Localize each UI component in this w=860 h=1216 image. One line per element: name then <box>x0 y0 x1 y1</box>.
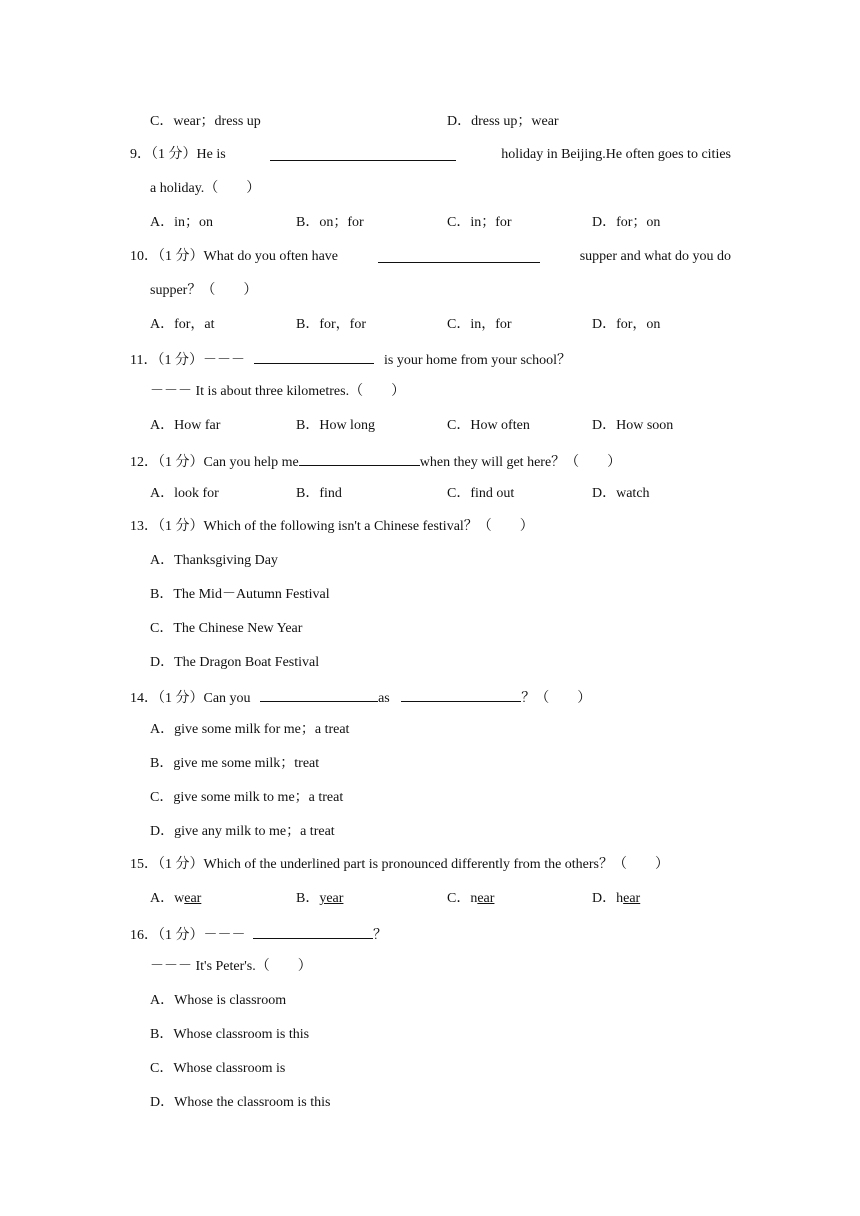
q12-option-b: B．find <box>296 486 342 501</box>
q14-blank-1 <box>260 687 378 702</box>
q15-option-d <box>592 890 640 908</box>
q11-blank <box>254 349 374 364</box>
q15-option-b-underlined: year <box>319 891 344 906</box>
q10-stem-line2: supper？（ ） <box>150 283 258 298</box>
q16-stem-part1: 16．（1 分）－－－ <box>130 928 246 943</box>
q15-option-d-prefix: D．h <box>592 891 624 906</box>
q15-option-d-underlined: ear <box>623 891 641 906</box>
q10-option-d: D．for，on <box>592 317 661 332</box>
q8-option-c: C．wear；dress up <box>150 114 261 129</box>
q12-stem-part1: 12．（1 分）Can you help me <box>130 455 299 470</box>
q15-option-c-underlined: ear <box>477 891 495 906</box>
q10-option-c: C．in，for <box>447 317 512 332</box>
q14-option-a: A．give some milk for me；a treat <box>150 722 350 737</box>
q10-stem-part1: 10．（1 分）What do you often have <box>130 249 339 264</box>
q8-option-d: D．dress up；wear <box>447 114 559 129</box>
q9-option-a: A．in；on <box>150 215 213 230</box>
q10-option-b: B．for，for <box>296 317 366 332</box>
q12-option-d: D．watch <box>592 486 650 501</box>
q11-option-c: C．How often <box>447 418 530 433</box>
q14-stem-part3: ？（ ） <box>521 691 592 706</box>
q13-option-a: A．Thanksgiving Day <box>150 553 278 568</box>
q11-stem-line1 <box>130 349 571 370</box>
q15-option-a <box>150 890 201 908</box>
q12-blank <box>299 451 420 466</box>
q15-option-a-prefix: A．w <box>150 891 185 906</box>
q12-stem-part2: when they will get here？（ ） <box>419 455 622 470</box>
q10-stem-part2: supper and what do you do <box>579 249 731 264</box>
q11-stem-part1: 11．（1 分）－－－ <box>130 353 245 368</box>
q9-option-c: C．in；for <box>447 215 512 230</box>
q13-option-b: B．The Mid－Autumn Festival <box>150 587 330 602</box>
q11-option-d: D．How soon <box>592 418 674 433</box>
q14-option-d: D．give any milk to me；a treat <box>150 824 335 839</box>
q11-option-b: B．How long <box>296 418 375 433</box>
q9-option-d: D．for；on <box>592 215 661 230</box>
q13-option-d: D．The Dragon Boat Festival <box>150 655 320 670</box>
q13-option-c: C．The Chinese New Year <box>150 621 303 636</box>
q11-stem-line2: －－－ It is about three kilometres.（ ） <box>150 384 406 399</box>
q9-stem-line1 <box>130 146 731 164</box>
q14-option-c: C．give some milk to me；a treat <box>150 790 344 805</box>
q9-blank <box>270 146 456 161</box>
q16-blank <box>253 924 373 939</box>
q11-option-a: A．How far <box>150 418 221 433</box>
q16-option-b: B．Whose classroom is this <box>150 1027 310 1042</box>
q14-option-b: B．give me some milk；treat <box>150 756 320 771</box>
q16-option-c: C．Whose classroom is <box>150 1061 286 1076</box>
q15-option-c <box>447 890 494 908</box>
q12-option-a: A．look for <box>150 486 219 501</box>
q9-stem-part2: holiday in Beijing.He often goes to cities <box>501 147 731 162</box>
q13-stem: 13．（1 分）Which of the following isn't a Chinese festival？（ ） <box>130 519 534 534</box>
q9-option-b: B．on；for <box>296 215 364 230</box>
q14-stem <box>130 687 591 708</box>
q14-blank-2 <box>401 687 521 702</box>
q14-stem-part1: 14．（1 分）Can you <box>130 691 251 706</box>
q12-stem <box>130 451 621 472</box>
q15-option-b <box>296 890 343 908</box>
q14-stem-part2: as <box>378 691 390 706</box>
q15-stem: 15．（1 分）Which of the underlined part is pronounced differently from the others？（ ） <box>130 857 670 872</box>
q16-stem-part2: ？ <box>373 928 387 943</box>
q9-stem-line2: a holiday.（ ） <box>150 181 261 196</box>
q16-option-d: D．Whose the classroom is this <box>150 1095 331 1110</box>
q16-option-a: A．Whose is classroom <box>150 993 287 1008</box>
q15-option-c-prefix: C．n <box>447 891 478 906</box>
q11-stem-part2: is your home from your school？ <box>383 353 572 368</box>
q10-option-a: A．for，at <box>150 317 215 332</box>
q16-stem-line1 <box>130 924 387 945</box>
q15-option-a-underlined: ear <box>184 891 202 906</box>
q15-option-b-prefix: B． <box>296 891 320 906</box>
q9-stem-part1: 9．（1 分）He is <box>130 147 226 162</box>
q16-stem-line2: －－－ It's Peter's.（ ） <box>150 959 312 974</box>
q10-stem-line1 <box>130 248 731 266</box>
q12-option-c: C．find out <box>447 486 515 501</box>
q10-blank <box>378 248 540 263</box>
